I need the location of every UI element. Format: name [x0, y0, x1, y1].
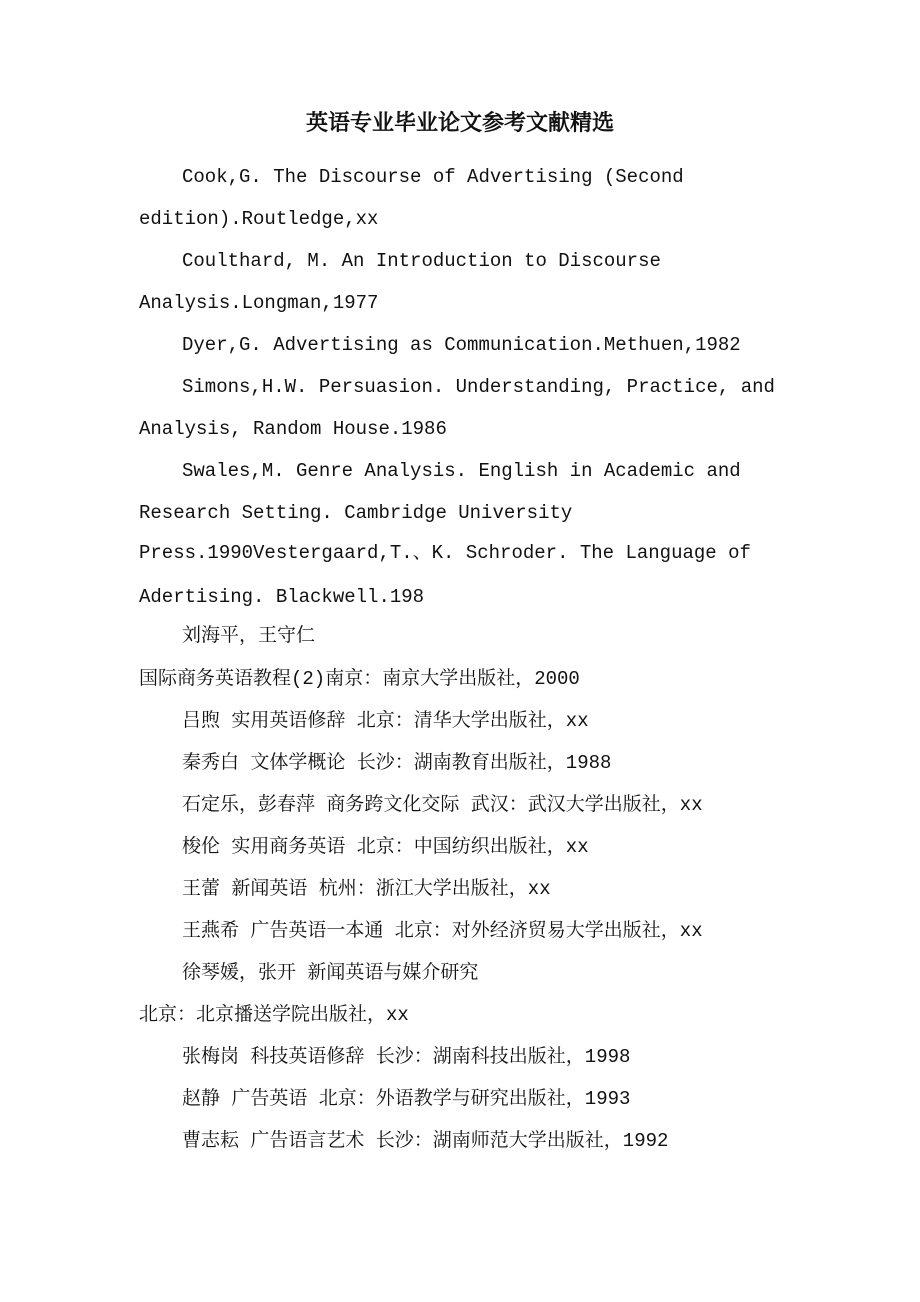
reference-line: 北京：北京播送学院出版社，xx [139, 1004, 409, 1026]
reference-line: Simons,H.W. Persuasion. Understanding, Practice, and [182, 376, 775, 398]
reference-line: Dyer,G. Advertising as Communication.Methuen,1982 [182, 334, 741, 356]
reference-line: 国际商务英语教程(2)南京：南京大学出版社，2000 [139, 668, 580, 690]
reference-line: 王蕾 新闻英语 杭州：浙江大学出版社，xx [182, 878, 551, 900]
document-title: 英语专业毕业论文参考文献精选 [305, 110, 614, 136]
reference-line: Analysis, Random House.1986 [139, 418, 447, 440]
reference-line: 秦秀白 文体学概论 长沙：湖南教育出版社，1988 [182, 752, 612, 774]
reference-line: 梭伦 实用商务英语 北京：中国纺织出版社，xx [182, 836, 589, 858]
reference-line: 王燕希 广告英语一本通 北京：对外经济贸易大学出版社，xx [182, 920, 703, 942]
reference-line: 张梅岗 科技英语修辞 长沙：湖南科技出版社，1998 [182, 1046, 631, 1068]
reference-line: Press.1990Vestergaard,T.、K. Schroder. The Language of [139, 542, 751, 564]
reference-line: 刘海平，王守仁 [182, 625, 316, 647]
reference-line: 吕煦 实用英语修辞 北京：清华大学出版社，xx [182, 710, 589, 732]
reference-line: edition).Routledge,xx [139, 208, 379, 230]
reference-line: 石定乐，彭春萍 商务跨文化交际 武汉：武汉大学出版社，xx [182, 794, 703, 816]
reference-line: 徐琴媛，张开 新闻英语与媒介研究 [182, 962, 479, 984]
reference-line: Research Setting. Cambridge University [139, 502, 573, 524]
reference-line: Cook,G. The Discourse of Advertising (Second [182, 166, 684, 188]
reference-line: 赵静 广告英语 北京：外语教学与研究出版社，1993 [182, 1088, 631, 1110]
reference-line: Swales,M. Genre Analysis. English in Academic and [182, 460, 741, 482]
reference-line: 曹志耘 广告语言艺术 长沙：湖南师范大学出版社，1992 [182, 1130, 669, 1152]
reference-line: Coulthard, M. An Introduction to Discourse [182, 250, 661, 272]
reference-line: Adertising. Blackwell.198 [139, 586, 425, 608]
reference-line: Analysis.Longman,1977 [139, 292, 379, 314]
